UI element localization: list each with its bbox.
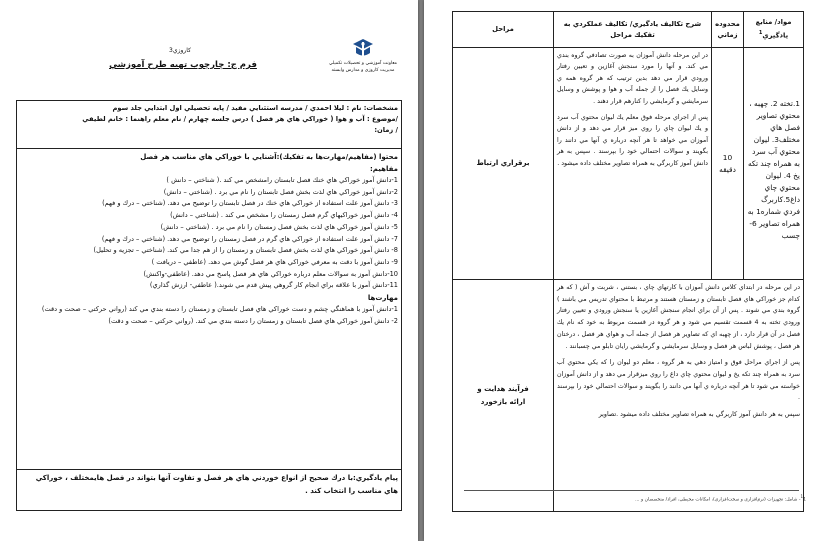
description-paragraph: پس از اجراي مراحل فوق و امتياز دهي به هر گروه ، معلم دو ليوان را كه يكي محتوي آب سرد به همراه چند تكه يخ و ليوان محتوي چاي داغ را روي ميزقرار مي دهد و از دانش آموزان خواسته مي شود تا هر آنچه درباره ي آنها مي دانند را بگويند و سوالات احتمالي خود را بپرسند . — [557, 359, 800, 402]
skills-label: مهارت‌ها — [367, 294, 398, 303]
stage-cell: برقراري ارتباط — [453, 48, 554, 280]
header-resources-sup: 1 — [758, 30, 763, 37]
table-row — [453, 48, 804, 280]
content-section — [17, 149, 401, 470]
ministry-logo-icon — [351, 38, 375, 60]
header-resources-label: مواد/ منابع يادگيري — [755, 18, 792, 40]
header-resources — [744, 12, 804, 48]
header-time: محدوده زماني — [712, 12, 744, 48]
header-stage: مراحل — [453, 12, 554, 48]
time-cell: 10 دقيقه — [712, 48, 744, 280]
stage-line: ارائه بازخورد — [480, 397, 526, 406]
table-row — [453, 280, 804, 512]
concept-item: 5- دانش آموز خوراكي هاي لذت بخش فصل زمستان را نام مي برد . (شناختي – دانش) — [160, 222, 398, 231]
footnote-text: 1- شامل: تجهيزات (نرم‌افزاري و سخت‌افزاري)، امكانات محيطي، افراد/ متخصصان و ... — [635, 497, 806, 503]
specs-line-3: / زمان: — [374, 126, 398, 134]
description-paragraph: سپس به هر دانش آموز كاربرگي به همراه تصاوير مختلف داده ميشود .تصاوير — [598, 411, 800, 419]
description-cell — [554, 280, 804, 512]
footnote-divider — [464, 490, 799, 491]
stage-cell — [453, 280, 554, 512]
concept-item: 7- دانش آموز علت استفاده از خوراكي هاي گرم در فصل زمستان را توضيح مي دهد. (شناختي – درك و فهم) — [101, 234, 398, 243]
content-heading: محتوا (مفاهيم/مهارت‌ها به تفكيك):آشنايي با خوراكي هاي مناسب هر فصل — [140, 153, 398, 161]
specs-line-1: مشخصات: نام : ليلا احمدي / مدرسه استثنايي مفيد / پايه تحصيلي اول ابتدايي جلد سوم — [112, 104, 398, 112]
header-description: شرح تكاليف يادگيري/ تكاليف عملكردي به تفكيك مراحل — [554, 12, 712, 48]
concept-item: 3- دانش آموز علت استفاده از خوراكي هاي خنك در فصل تابستان را توضيح مي دهد. (شناختي – درك و فهم) — [102, 199, 398, 208]
org-line-2: مديريت كاروزي و مدارس وابسته — [331, 68, 395, 73]
table-header-row — [453, 12, 804, 48]
footnote-sup: 1 — [800, 494, 804, 499]
stage-line: فرآيند هدايت و — [477, 384, 529, 393]
concept-item: 8- دانش آموز خوراكي هاي لذت بخش فصل تابستان و زمستان را از هم جدا مي كند. (شناختي – تجزيه و تحليل) — [93, 246, 398, 255]
learning-message-section — [17, 470, 401, 499]
form-title: فرم ج: چارچوب تهيه طرح آموزشي — [109, 60, 257, 70]
concept-item: 2-دانش آموز خوراكي هاي لذت بخش فصل تابستان را نام مي برد . (شناختي – دانش) — [163, 187, 398, 196]
skill-item: 2- دانش آموز خوراكي هاي فصل تابستان و زمستان را دسته بندي مي كند. (رواني حركتي – صحت و دقت) — [108, 316, 398, 325]
activities-table — [452, 11, 804, 512]
description-paragraph: پس از اجراي مرحله فوق معلم يك ليوان محتوي آب سرد و يك ليوان چاي را روي ميز قرار مي دهد و از دانش آموزان مي خواهد تا هر آنچه درباره ي آنها مي دانند را بگويند و سوالات احتمالي خود را بپرسند . سپس به هر دانش آموز كاربرگي به همراه تصاوير مختلف داده ميشود . — [557, 114, 708, 167]
concept-item: 10-دانش آموز به سوالات معلم درباره خوراكي هاي هر فصل پاسخ مي دهد. (عاطفي-واكنش) — [143, 269, 398, 278]
footnote — [464, 494, 806, 503]
concept-item: 1-دانش آموز خوراكي هاي خنك فصل تابستان رامشخص مي كند .( شناختي – دانش ) — [166, 176, 398, 184]
lesson-plan-frame — [16, 100, 402, 511]
specs-section — [17, 101, 401, 149]
skill-item: 1-دانش آموز با هماهنگي چشم و دست خوراكي هاي فصل تابستان و زمستان را دسته بندي مي كند (رواني حركتي – صحت و دقت) — [41, 305, 398, 314]
learning-message: پيام يادگيري:با درك صحيح از انواع خوردني هاي هر فصل و تفاوت آنها بتواند در فصل هايمختلف ، خوراكي هاي مناسب را انتخاب كند . — [35, 474, 398, 495]
description-cell — [554, 48, 712, 280]
concept-item: 9- دانش آموز با دقت به معرفي خوراكي هاي هر فصل گوش مي دهد. (عاطفي – دريافت ) — [151, 257, 398, 266]
form-code: كاروزي3 — [169, 47, 191, 54]
concept-item: 4- دانش آموز خوراكيهاي گرم فصل زمستان را مشخص مي كند . (شناختي – دانش) — [170, 211, 398, 220]
concepts-list — [20, 175, 398, 292]
header-logo-block — [318, 38, 408, 74]
specs-line-2: /موضوع : آب و هوا ( خوراكي هاي هر فصل ) درس جلسه چهارم / نام معلم راهنما : خانم لطيفي — [82, 115, 398, 123]
description-paragraph: در اين مرحله در ابتداي كلاس دانش آموزان با كارتهاي چاي ، بستني ، شربت و آش ( كه هر كدام جز خوراكي هاي فصل تابستان و زمستان هستند و مرتبط با محتواي تدريس مي باشند ) گروه بندي مي شوند . پس از آن براي انجام سنجش آغازين يا سنجش ورودي و تعيين رفتار ورودي تخته به 4 قسمت تقسيم مي شود و هر گروه در قسمت مربوط به خود كه نام يك فصل در آن قرار دارد ، از چهبه اي كه تصاوير هر فصل از جمله آب و هواي هر فصل ، درختان هر فصل ، پوشش لباس هر فصل و وسايل سرمايشي و گرمايشي رايان تابلو مي چسبانند . — [557, 284, 800, 350]
right-page — [424, 0, 832, 541]
concepts-label: مفاهيم: — [370, 165, 398, 173]
description-paragraph: در اين مرحله دانش آموزان به صورت تصادفي گروه بندي مي كند. و آنها را مورد سنجش آغازين و تعيين رفتار ورودي قرار مي دهد بدين ترتيب كه هر گروه همه ي وسايل يك فصل را از جمله آب و هوا و پوشش و وسايل سرمايشي و گرمايشي را كنارهم قرار دهند . — [557, 52, 708, 105]
skills-list — [20, 304, 398, 327]
concept-item: 11-دانش آموز با علاقه براي انجام كار گروهي پيش قدم مي شوند.( عاطفي- ارزش گذاري) — [149, 281, 398, 290]
resources-cell: 1.تخته 2. چهبه ، محتوي تصاوير فصل هاي مختلف3. ليوان محتوي آب سرد به همراه چند تكه يخ 4. ليوان محتوي چاي داغ5.كاربرگ فردي شماره1 به همراه تصاوير 6- چسب — [744, 48, 804, 280]
org-line-1: معاونت آموزشي و تحصيلات تكميلي — [328, 61, 398, 66]
